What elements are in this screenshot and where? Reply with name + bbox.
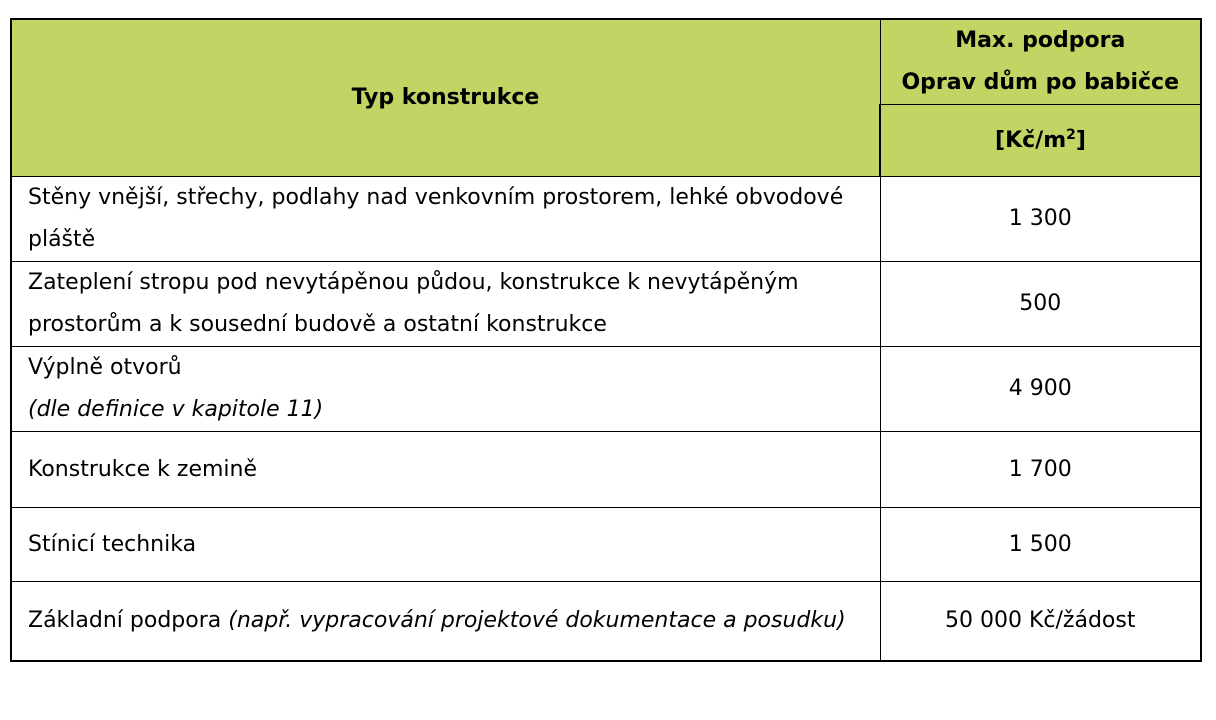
header-type-cell — [11, 19, 880, 177]
type-cell — [11, 262, 880, 347]
table-row — [11, 347, 1201, 432]
type-note: (dle definice v kapitole 11) — [28, 397, 324, 422]
header-unit-prefix: [Kč/m — [995, 127, 1067, 153]
type-cell — [11, 432, 880, 508]
type-cell — [11, 508, 880, 582]
table-row — [11, 582, 1201, 662]
type-text: Stěny vnější, střechy, podlahy nad venkovním prostorem, lehké obvodové pláště — [28, 185, 844, 252]
table-row — [11, 177, 1201, 262]
type-note: (např. vypracování projektové dokumentace a posudku) — [228, 608, 846, 633]
type-cell — [11, 177, 880, 262]
value-text: 500 — [1019, 291, 1062, 316]
type-text: Zateplení stropu pod nevytápěnou půdou, konstrukce k nevytápěným prostorům a k sousední budově a ostatní konstrukce — [28, 270, 799, 337]
header-row — [11, 19, 1201, 105]
header-support-line2: Oprav dům po babičce — [901, 70, 1180, 95]
table-row — [11, 432, 1201, 508]
header-support-line1: Max. podpora — [955, 28, 1126, 53]
value-text: 1 700 — [1008, 456, 1072, 482]
value-cell — [880, 432, 1201, 508]
type-text: Stínicí technika — [28, 531, 197, 557]
header-unit-exponent: 2 — [1066, 126, 1076, 143]
value-cell — [880, 582, 1201, 662]
header-type-label: Typ konstrukce — [351, 85, 540, 110]
table-row — [11, 508, 1201, 582]
type-text: Základní podpora — [28, 608, 222, 633]
value-cell — [880, 347, 1201, 432]
value-cell — [880, 508, 1201, 582]
value-text: 50 000 Kč/žádost — [945, 608, 1136, 633]
header-unit-cell — [880, 105, 1201, 177]
value-text: 1 500 — [1008, 531, 1072, 557]
table-row — [11, 262, 1201, 347]
header-unit-suffix: ] — [1075, 127, 1086, 153]
support-table — [10, 18, 1202, 662]
type-cell — [11, 347, 880, 432]
type-text: Výplně otvorů — [28, 355, 182, 380]
value-cell — [880, 262, 1201, 347]
value-cell — [880, 177, 1201, 262]
value-text: 1 300 — [1008, 206, 1072, 231]
header-support-cell — [880, 19, 1201, 105]
type-text: Konstrukce k zemině — [28, 456, 258, 482]
type-cell — [11, 582, 880, 662]
value-text: 4 900 — [1008, 376, 1072, 401]
